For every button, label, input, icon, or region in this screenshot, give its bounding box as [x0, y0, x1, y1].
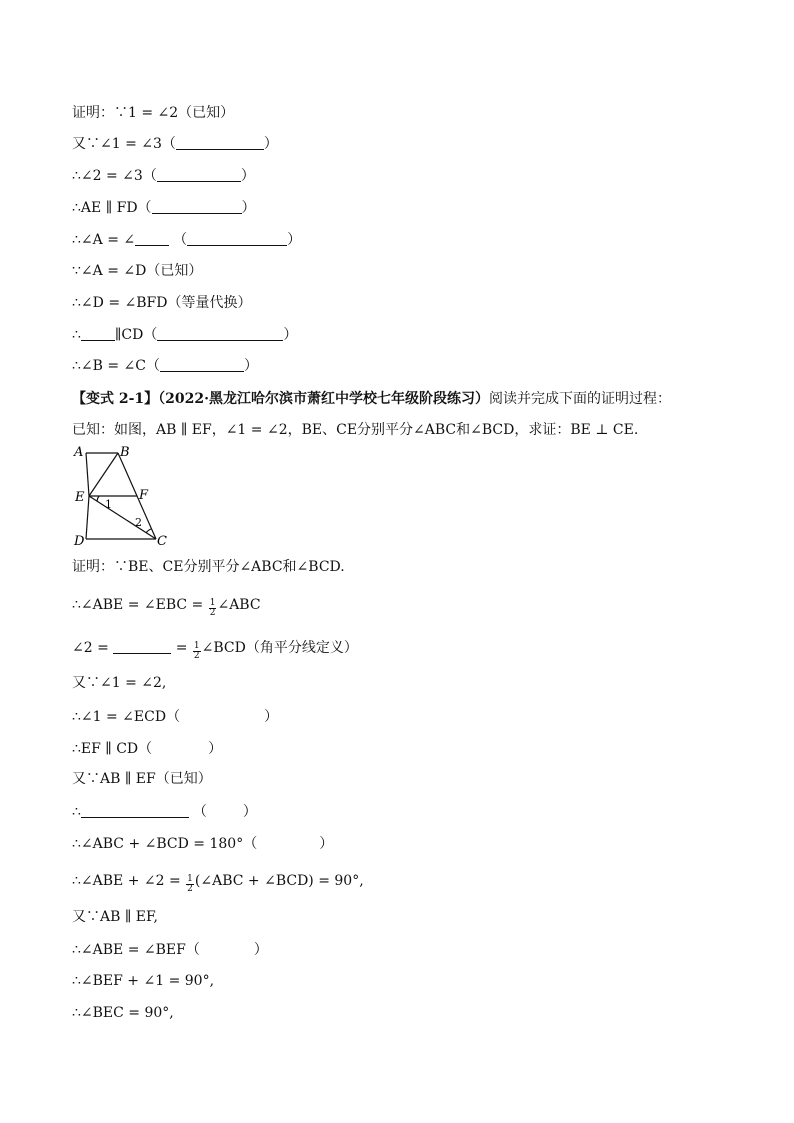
fraction-denominator: 2	[193, 651, 200, 661]
proof1-line-1	[72, 104, 234, 122]
proof2-text: ∴∠1 = ∠ECD（	[72, 709, 181, 725]
proof2-line-7	[72, 770, 212, 788]
proof2-line-10	[72, 872, 364, 894]
answer-space[interactable]	[257, 834, 319, 848]
proof1-text: （	[173, 232, 188, 248]
answer-blank[interactable]	[187, 231, 287, 246]
given-text: 已知：如图，AB ∥ EF，∠1 = ∠2，BE、CE分别平分∠ABC和∠BCD，求证：BE ⊥ CE.	[72, 422, 639, 438]
answer-blank[interactable]	[81, 803, 189, 818]
proof2-line-6	[72, 739, 222, 758]
proof1-text: ）	[287, 232, 302, 248]
label-angle-1: 1	[105, 498, 112, 511]
proof2-text: ∠BCD（角平分线定义）	[201, 640, 358, 656]
proof1-line-2	[72, 135, 278, 153]
segment-ae	[86, 453, 89, 496]
label-a: A	[74, 445, 84, 460]
proof2-line-3	[72, 639, 358, 661]
label-c: C	[157, 534, 167, 548]
proof1-line-8	[72, 326, 297, 344]
proof2-text: ）	[208, 741, 223, 757]
proof2-text: 又∵∠1 = ∠2,	[72, 675, 167, 691]
proof2-text: ）	[319, 836, 334, 852]
proof1-text: ）	[263, 136, 278, 152]
proof2-line-11	[72, 908, 158, 926]
proof1-text: ∴∠B = ∠C（	[72, 358, 160, 374]
proof2-line-1	[72, 558, 345, 576]
answer-blank[interactable]	[113, 639, 171, 654]
label-angle-2: 2	[135, 516, 142, 529]
proof1-line-7	[72, 294, 251, 312]
proof2-text: ∠ABC	[217, 597, 261, 613]
proof2-text: ∴∠BEC = 90°,	[72, 1005, 174, 1021]
proof2-text: ∴∠ABE = ∠EBC =	[72, 597, 208, 613]
proof1-text: ∴	[72, 327, 81, 343]
label-b: B	[120, 445, 130, 460]
proof2-text: ）	[242, 804, 257, 820]
answer-space[interactable]	[200, 940, 254, 954]
proof2-text: 又∵AB ∥ EF（已知）	[72, 771, 212, 787]
proof1-line-9	[72, 357, 258, 375]
proof2-line-12	[72, 940, 268, 959]
proof2-line-8	[72, 802, 257, 821]
label-f: F	[139, 488, 149, 503]
variant-instruction: 阅读并完成下面的证明过程：	[489, 391, 672, 407]
proof1-line-5	[72, 231, 301, 249]
answer-blank[interactable]	[152, 199, 242, 214]
proof1-text: 又∵∠1 = ∠3（	[72, 136, 176, 152]
label-d: D	[74, 534, 85, 548]
fraction-half	[193, 642, 201, 661]
proof1-line-4	[72, 199, 256, 217]
proof2-text: ）	[253, 942, 268, 958]
segment-ed	[86, 496, 89, 539]
variant-tag: 【变式 2-1】	[72, 391, 159, 407]
proof2-text: 又∵AB ∥ EF,	[72, 909, 158, 925]
answer-space[interactable]	[152, 739, 208, 753]
fraction-half	[186, 875, 194, 894]
fraction-half	[209, 599, 217, 618]
proof1-text: ）	[241, 200, 256, 216]
fraction-denominator: 2	[187, 884, 193, 894]
proof2-line-5	[72, 707, 278, 726]
fraction-numerator: 1	[193, 641, 200, 651]
proof1-text: ）	[283, 327, 298, 343]
proof1-text: ∴∠2 = ∠3（	[72, 168, 157, 184]
proof1-text: ∵∠A = ∠D（已知）	[72, 263, 203, 279]
proof2-text: ∴	[72, 804, 81, 820]
fraction-denominator: 2	[209, 608, 216, 618]
proof1-text: ∴∠D = ∠BFD（等量代换）	[72, 295, 252, 311]
variant-source: （2022·黑龙江哈尔滨市萧红中学校七年级阶段练习）	[158, 391, 490, 407]
answer-blank[interactable]	[176, 135, 264, 150]
proof2-line-13	[72, 972, 214, 990]
proof2-line-4	[72, 674, 166, 692]
proof1-line-6	[72, 262, 202, 280]
variant-header	[72, 390, 671, 408]
proof1-text: ∴∠A = ∠	[72, 232, 136, 248]
proof2-text: ∴∠ABE + ∠2 =	[72, 873, 186, 889]
proof2-text: ∴EF ∥ CD（	[72, 741, 153, 757]
angle-2-arc	[146, 529, 151, 533]
proof2-text: 证明：∵BE、CE分别平分∠ABC和∠BCD.	[72, 559, 345, 575]
proof1-text: ）	[240, 168, 255, 184]
proof2-text: ）	[264, 709, 279, 725]
proof1-text: ∴AE ∥ FD（	[72, 200, 152, 216]
proof2-line-14	[72, 1004, 174, 1022]
proof1-text: 证明：∵1 = ∠2（已知）	[72, 105, 235, 121]
answer-blank[interactable]	[135, 231, 169, 246]
proof2-text: ∴∠ABE = ∠BEF（	[72, 942, 200, 958]
answer-blank[interactable]	[160, 357, 244, 372]
proof2-text: ∴∠BEF + ∠1 = 90°,	[72, 973, 215, 989]
answer-space[interactable]	[180, 707, 264, 721]
angle-1-arc	[97, 496, 99, 501]
geometry-figure	[72, 444, 172, 548]
proof2-line-9	[72, 834, 333, 853]
proof2-line-2	[72, 596, 261, 618]
answer-blank[interactable]	[157, 167, 241, 182]
proof1-text: ∥CD（	[114, 327, 158, 343]
proof2-text: =	[171, 640, 192, 656]
proof2-text: （	[192, 804, 207, 820]
answer-space[interactable]	[207, 802, 243, 816]
proof2-text: (∠ABC + ∠BCD) = 90°,	[194, 873, 364, 889]
variant-given	[72, 421, 638, 439]
answer-blank[interactable]	[81, 326, 115, 341]
answer-blank[interactable]	[157, 326, 283, 341]
proof1-line-3	[72, 167, 255, 185]
proof2-text: ∴∠ABC + ∠BCD = 180°（	[72, 836, 258, 852]
fraction-numerator: 1	[209, 598, 216, 608]
fraction-numerator: 1	[187, 874, 193, 884]
proof1-text: ）	[244, 358, 258, 374]
proof2-text: ∠2 =	[72, 640, 114, 656]
label-e: E	[75, 490, 85, 505]
segment-be	[89, 453, 118, 496]
